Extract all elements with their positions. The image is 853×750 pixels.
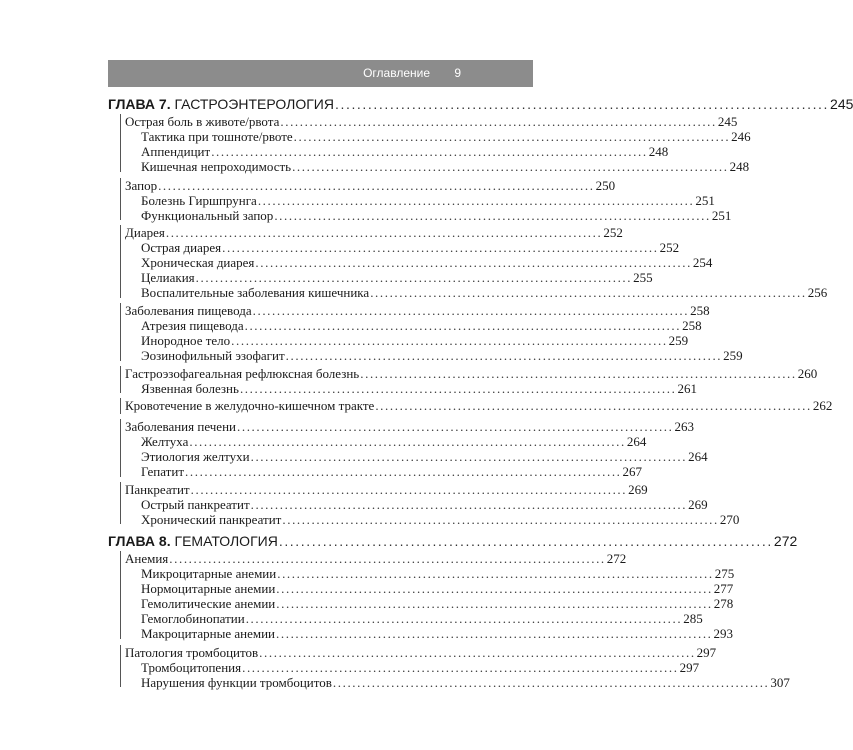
toc-entry[interactable]: Патология тромбоцитов .......................................................................................... 297 — [125, 645, 717, 660]
toc-entry[interactable]: Панкреатит .......................................................................................... 269 — [125, 482, 648, 497]
toc-entry[interactable]: Заболевания пищевода .......................................................................................... 258 — [125, 303, 710, 318]
toc-entry[interactable]: Желтуха .......................................................................................... 264 — [141, 434, 647, 449]
toc-entry[interactable]: Хронический панкреатит .......................................................................................... 270 — [141, 512, 740, 527]
toc-entry[interactable]: Нормоцитарные анемии .......................................................................................... 277 — [141, 581, 734, 596]
toc-entry[interactable]: Нарушения функции тромбоцитов .......................................................................................... 307 — [141, 675, 790, 690]
chapter-8-page: 272 — [773, 533, 798, 549]
group-bar-gerd — [120, 366, 121, 393]
chapter-8-number: ГЛАВА 8. — [108, 533, 171, 549]
group-bar-anemia — [120, 551, 121, 639]
chapter-7-heading[interactable] — [108, 95, 853, 113]
header-page-number: 9 — [454, 66, 461, 80]
toc-entry[interactable]: Диарея .......................................................................................... 252 — [125, 225, 623, 240]
leader-dots: .......................................................................................... — [278, 533, 773, 549]
running-header — [108, 60, 533, 87]
chapter-7-title: ГАСТРОЭНТЕРОЛОГИЯ — [174, 96, 334, 112]
group-bar-platelets — [120, 645, 121, 687]
chapter-8-heading[interactable] — [108, 532, 798, 550]
toc-entry[interactable]: Гемолитические анемии .......................................................................................... 278 — [141, 596, 734, 611]
header-section-title: Оглавление — [363, 66, 430, 80]
toc-entry[interactable]: Гастроэзофагеальная рефлюксная болезнь .......................................................................................... 260 — [125, 366, 818, 381]
toc-entry[interactable]: Хроническая диарея .......................................................................................... 254 — [141, 255, 713, 270]
toc-entry[interactable]: Целиакия .......................................................................................... 255 — [141, 270, 653, 285]
toc-entry[interactable]: Атрезия пищевода .......................................................................................... 258 — [141, 318, 702, 333]
group-bar-gi-bleeding — [120, 398, 121, 414]
group-bar-diarrhea — [120, 225, 121, 298]
toc-entry[interactable]: Макроцитарные анемии .......................................................................................... 293 — [141, 626, 734, 641]
toc-entry[interactable]: Острый панкреатит .......................................................................................... 269 — [141, 497, 708, 512]
chapter-7-page: 245 — [830, 96, 853, 112]
toc-entry[interactable]: Болезнь Гиршпрунга .......................................................................................... 251 — [141, 193, 715, 208]
toc-entry[interactable]: Запор .......................................................................................... 250 — [125, 178, 616, 193]
chapter-8-title: ГЕМАТОЛОГИЯ — [174, 533, 278, 549]
toc-entry[interactable]: Инородное тело .......................................................................................... 259 — [141, 333, 689, 348]
toc-entry[interactable]: Анемия .......................................................................................... 272 — [125, 551, 627, 566]
toc-entry[interactable]: Гемоглобинопатии .......................................................................................... 285 — [141, 611, 703, 626]
toc-entry[interactable]: Кровотечение в желудочно-кишечном тракте .......................................................................................... 262 — [125, 398, 833, 413]
toc-entry[interactable]: Эозинофильный эзофагит .......................................................................................... 259 — [141, 348, 743, 363]
toc-entry[interactable]: Аппендицит .......................................................................................... 248 — [141, 144, 669, 159]
toc-entry[interactable]: Этиология желтухи .......................................................................................... 264 — [141, 449, 708, 464]
toc-entry[interactable]: Язвенная болезнь .......................................................................................... 261 — [141, 381, 697, 396]
group-bar-liver — [120, 419, 121, 477]
group-bar-abdominal-pain — [120, 114, 121, 172]
group-bar-constipation — [120, 178, 121, 220]
toc-entry[interactable]: Микроцитарные анемии .......................................................................................... 275 — [141, 566, 735, 581]
toc-entry[interactable]: Воспалительные заболевания кишечника .......................................................................................... 256 — [141, 285, 828, 300]
toc-entry[interactable]: Острая диарея .......................................................................................... 252 — [141, 240, 680, 255]
toc-entry[interactable]: Заболевания печени .......................................................................................... 263 — [125, 419, 694, 434]
chapter-7-number: ГЛАВА 7. — [108, 96, 171, 112]
toc-entry[interactable]: Тромбоцитопения .......................................................................................... 297 — [141, 660, 700, 675]
group-bar-esophagus — [120, 303, 121, 361]
group-bar-pancreatitis — [120, 482, 121, 524]
toc-entry[interactable]: Тактика при тошноте/рвоте .......................................................................................... 246 — [141, 129, 751, 144]
toc-entry[interactable]: Функциональный запор .......................................................................................... 251 — [141, 208, 732, 223]
toc-entry[interactable]: Гепатит .......................................................................................... 267 — [141, 464, 643, 479]
toc-entry[interactable]: Кишечная непроходимость .......................................................................................... 248 — [141, 159, 750, 174]
leader-dots: .......................................................................................... — [334, 96, 830, 112]
toc-entry[interactable]: Острая боль в животе/рвота .......................................................................................... 245 — [125, 114, 738, 129]
